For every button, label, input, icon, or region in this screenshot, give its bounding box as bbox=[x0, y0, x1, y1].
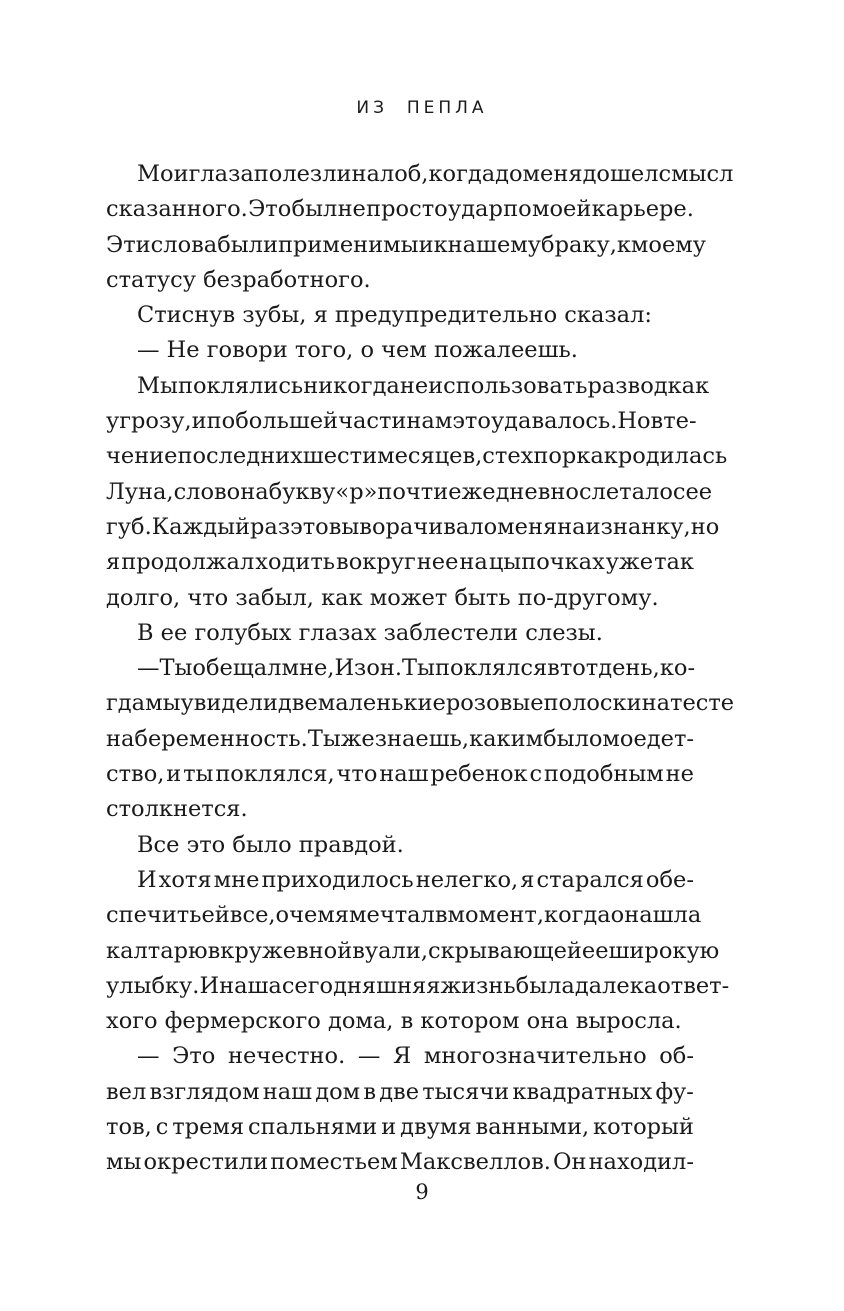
word: мне, bbox=[281, 655, 335, 682]
word: дошел bbox=[582, 161, 659, 187]
word: были bbox=[217, 231, 278, 258]
word: использовать bbox=[428, 372, 588, 399]
word: сказанного. bbox=[106, 196, 248, 223]
word: наизнанку, bbox=[557, 513, 691, 540]
word: моей bbox=[531, 196, 592, 223]
word: я bbox=[106, 549, 121, 576]
word: ей bbox=[201, 902, 230, 929]
word: продолжал bbox=[121, 549, 255, 576]
word: Это bbox=[172, 1043, 216, 1070]
word: Ты bbox=[307, 725, 341, 752]
text-line bbox=[106, 1075, 694, 1110]
word: к bbox=[616, 231, 631, 258]
text-line bbox=[106, 510, 720, 545]
text-line bbox=[106, 192, 694, 227]
word: с bbox=[155, 1114, 169, 1141]
word: ты bbox=[183, 761, 214, 788]
word: Каждый bbox=[151, 513, 251, 540]
word: ежедневно bbox=[448, 478, 579, 505]
word: И bbox=[199, 972, 220, 999]
text-line bbox=[106, 439, 728, 474]
word: в bbox=[650, 408, 664, 435]
text-line bbox=[106, 934, 720, 969]
word: — bbox=[357, 1043, 381, 1070]
word: Изон. bbox=[334, 655, 403, 682]
word: шла bbox=[652, 902, 702, 929]
word: И bbox=[137, 866, 157, 893]
word: тех bbox=[494, 443, 534, 470]
word: же bbox=[340, 725, 375, 752]
word: широкую bbox=[608, 937, 720, 964]
word: я bbox=[520, 866, 535, 893]
word: до bbox=[495, 161, 523, 187]
text-line: столкнется. bbox=[106, 796, 248, 823]
text-line: долго, что забыл, как может быть по-другому. bbox=[106, 584, 659, 611]
word: тот bbox=[559, 655, 599, 682]
word: слова bbox=[150, 231, 218, 258]
word: ее bbox=[685, 478, 713, 505]
word: те- bbox=[663, 408, 697, 435]
word: на bbox=[351, 161, 380, 187]
word: удавалось. bbox=[490, 408, 618, 435]
word: Ты bbox=[402, 655, 435, 682]
word: об- bbox=[659, 1043, 694, 1070]
word: далека bbox=[574, 972, 658, 999]
word: маленькие bbox=[317, 690, 446, 717]
word: наш bbox=[262, 1078, 313, 1105]
word: удар bbox=[447, 196, 503, 223]
word: Луна, bbox=[106, 478, 174, 505]
word: — bbox=[137, 655, 160, 682]
word: выворачивало bbox=[328, 513, 498, 540]
word: ко- bbox=[659, 655, 696, 682]
word: родилась bbox=[617, 443, 728, 470]
word: слово bbox=[173, 478, 241, 505]
word: не bbox=[399, 372, 429, 399]
word: старался bbox=[536, 866, 644, 893]
word: и bbox=[166, 761, 182, 788]
word: вокруг bbox=[336, 549, 416, 576]
word: был bbox=[291, 196, 338, 223]
word: обещал bbox=[192, 655, 282, 682]
word: части bbox=[338, 408, 407, 435]
word: по bbox=[206, 408, 236, 435]
word: почти bbox=[377, 478, 449, 505]
word: все, bbox=[229, 902, 276, 929]
word: угрозу, bbox=[106, 408, 192, 435]
word: каким bbox=[469, 725, 544, 752]
word: она bbox=[610, 902, 653, 929]
word: алтарю bbox=[120, 937, 208, 964]
text-line bbox=[106, 228, 707, 263]
word: поклялся bbox=[434, 655, 548, 682]
word: гда bbox=[106, 690, 146, 717]
word: в bbox=[363, 1078, 377, 1105]
page-number: 9 bbox=[415, 1180, 429, 1204]
word: розовые bbox=[445, 690, 544, 717]
word: меня bbox=[497, 513, 558, 540]
text-line bbox=[106, 722, 694, 757]
word: к bbox=[106, 937, 121, 964]
word: от bbox=[657, 972, 684, 999]
word: кружевной bbox=[220, 937, 353, 964]
word: моему bbox=[630, 231, 707, 258]
word: в bbox=[207, 937, 221, 964]
text-line: Все это было правдой. bbox=[137, 831, 404, 858]
text-line: — Не говори того, о чем пожалеешь. bbox=[137, 337, 578, 364]
word: как bbox=[576, 443, 618, 470]
text-line bbox=[106, 969, 730, 1004]
word: на bbox=[641, 690, 670, 717]
word: беременность. bbox=[134, 725, 308, 752]
word: вет- bbox=[683, 972, 730, 999]
word: смысл bbox=[658, 161, 734, 187]
word: тремя bbox=[172, 1114, 245, 1141]
word: находил- bbox=[588, 1149, 694, 1176]
word: фу- bbox=[655, 1078, 694, 1105]
word: когда bbox=[428, 161, 496, 187]
word: месяцев, bbox=[377, 443, 483, 470]
word: улыбку. bbox=[106, 972, 200, 999]
word: ванными, bbox=[475, 1114, 590, 1141]
word: когда bbox=[544, 902, 611, 929]
word: меня bbox=[522, 161, 583, 187]
word: лоб, bbox=[379, 161, 429, 187]
word: мы bbox=[106, 1149, 142, 1176]
word: уже bbox=[605, 549, 654, 576]
word: ее bbox=[581, 937, 609, 964]
word: просто bbox=[366, 196, 448, 223]
word: момент, bbox=[447, 902, 544, 929]
word: чем bbox=[289, 902, 335, 929]
word: поклялись bbox=[177, 372, 304, 399]
word: что bbox=[336, 761, 378, 788]
word: Он bbox=[553, 1149, 587, 1176]
word: развод bbox=[587, 372, 668, 399]
word: о bbox=[275, 902, 290, 929]
word: дет- bbox=[646, 725, 695, 752]
body-text bbox=[106, 157, 735, 1181]
word: вел bbox=[106, 1078, 147, 1105]
word: и bbox=[381, 1114, 397, 1141]
word: применимы bbox=[277, 231, 419, 258]
word: Я bbox=[393, 1043, 412, 1070]
word: в bbox=[434, 902, 448, 929]
text-line bbox=[106, 686, 735, 721]
word: окрестили bbox=[143, 1149, 269, 1176]
word: большей bbox=[235, 408, 339, 435]
word: две bbox=[277, 690, 318, 717]
text-line bbox=[106, 757, 694, 792]
word: по bbox=[503, 196, 532, 223]
word: так bbox=[654, 549, 694, 576]
word: хотя bbox=[158, 866, 212, 893]
word: Это bbox=[248, 196, 292, 223]
word: Мы bbox=[137, 372, 178, 399]
word: мое bbox=[602, 725, 647, 752]
word: на bbox=[240, 478, 269, 505]
word: это bbox=[452, 408, 491, 435]
word: ребенок bbox=[430, 761, 528, 788]
text-line bbox=[106, 1110, 694, 1145]
word: «р» bbox=[335, 478, 378, 505]
word: шести bbox=[302, 443, 378, 470]
word: с bbox=[529, 761, 543, 788]
text-line: хого фермерского дома, в котором она выросла. bbox=[106, 1008, 682, 1035]
text-line bbox=[106, 404, 697, 439]
word: спечить bbox=[106, 902, 202, 929]
word: дом bbox=[315, 1078, 361, 1105]
word: я bbox=[334, 902, 349, 929]
word: наша bbox=[219, 972, 282, 999]
text-line bbox=[106, 475, 713, 510]
word: цыпочках bbox=[488, 549, 605, 576]
word: с bbox=[482, 443, 495, 470]
word: мечтал bbox=[349, 902, 435, 929]
word: поместьем bbox=[270, 1149, 398, 1176]
word: Мои bbox=[137, 161, 189, 187]
word: как bbox=[667, 372, 710, 399]
word: но bbox=[690, 513, 720, 540]
word: нелегко, bbox=[415, 866, 519, 893]
text-line bbox=[106, 863, 694, 898]
running-head: ИЗ ПЕПЛА bbox=[356, 98, 488, 118]
word: букву bbox=[268, 478, 336, 505]
word: и bbox=[191, 408, 207, 435]
word: наш bbox=[379, 761, 429, 788]
word: поклялся, bbox=[215, 761, 335, 788]
word: слетало bbox=[578, 478, 673, 505]
word: вуали, bbox=[352, 937, 428, 964]
text-line: статусу безработного. bbox=[106, 266, 371, 293]
word: нашему bbox=[447, 231, 542, 258]
word: Максвеллов. bbox=[399, 1149, 551, 1176]
word: раз bbox=[250, 513, 291, 540]
word: квадратных bbox=[512, 1078, 653, 1105]
word: это bbox=[290, 513, 329, 540]
text-line bbox=[106, 1145, 694, 1180]
word: глаза bbox=[188, 161, 254, 187]
word: подобным bbox=[543, 761, 664, 788]
text-line bbox=[106, 1039, 694, 1074]
word: пор bbox=[533, 443, 577, 470]
word: с bbox=[672, 478, 686, 505]
word: браку, bbox=[541, 231, 617, 258]
word: тесте bbox=[670, 690, 735, 717]
word: скрывающей bbox=[428, 937, 582, 964]
word: нам bbox=[406, 408, 453, 435]
word: не bbox=[337, 196, 366, 223]
word: увидели bbox=[180, 690, 278, 717]
word: мне bbox=[213, 866, 260, 893]
word: приходилось bbox=[261, 866, 414, 893]
word: на bbox=[106, 725, 135, 752]
word: не bbox=[665, 761, 694, 788]
word: знаешь, bbox=[374, 725, 470, 752]
word: нее bbox=[416, 549, 459, 576]
word: было bbox=[543, 725, 603, 752]
word: спальнями bbox=[248, 1114, 378, 1141]
word: Эти bbox=[106, 231, 151, 258]
word: Ты bbox=[159, 655, 193, 682]
word: тысячи bbox=[422, 1078, 510, 1105]
word: губ. bbox=[106, 513, 152, 540]
word: к bbox=[433, 231, 448, 258]
text-line bbox=[106, 369, 710, 404]
word: взглядом bbox=[149, 1078, 260, 1105]
word: день, bbox=[598, 655, 660, 682]
word: многозначительно bbox=[423, 1043, 647, 1070]
word: на bbox=[459, 549, 488, 576]
word: полезли bbox=[253, 161, 352, 187]
word: две bbox=[379, 1078, 420, 1105]
word: обе- bbox=[645, 866, 694, 893]
word: жизнь bbox=[440, 972, 516, 999]
word: последних bbox=[177, 443, 303, 470]
word: никогда bbox=[303, 372, 400, 399]
word: мы bbox=[145, 690, 181, 717]
word: который bbox=[593, 1114, 694, 1141]
word: была bbox=[515, 972, 575, 999]
word: тов, bbox=[106, 1114, 152, 1141]
text-line bbox=[106, 651, 694, 686]
text-line: Стиснув зубы, я предупредительно сказал: bbox=[137, 302, 652, 329]
word: сегодняшняя bbox=[281, 972, 441, 999]
text-line bbox=[106, 898, 702, 933]
word: — bbox=[137, 1043, 160, 1070]
word: чение bbox=[106, 443, 178, 470]
word: двумя bbox=[400, 1114, 472, 1141]
text-line bbox=[106, 545, 694, 580]
text-line bbox=[106, 157, 734, 192]
word: нечестно. bbox=[228, 1043, 346, 1070]
word: Но bbox=[617, 408, 651, 435]
word: ство, bbox=[106, 761, 165, 788]
word: ходить bbox=[255, 549, 336, 576]
text-line: В ее голубых глазах заблестели слезы. bbox=[137, 619, 603, 646]
word: и bbox=[418, 231, 434, 258]
word: карьере. bbox=[591, 196, 694, 223]
word: полоски bbox=[543, 690, 642, 717]
word: в bbox=[547, 655, 560, 682]
